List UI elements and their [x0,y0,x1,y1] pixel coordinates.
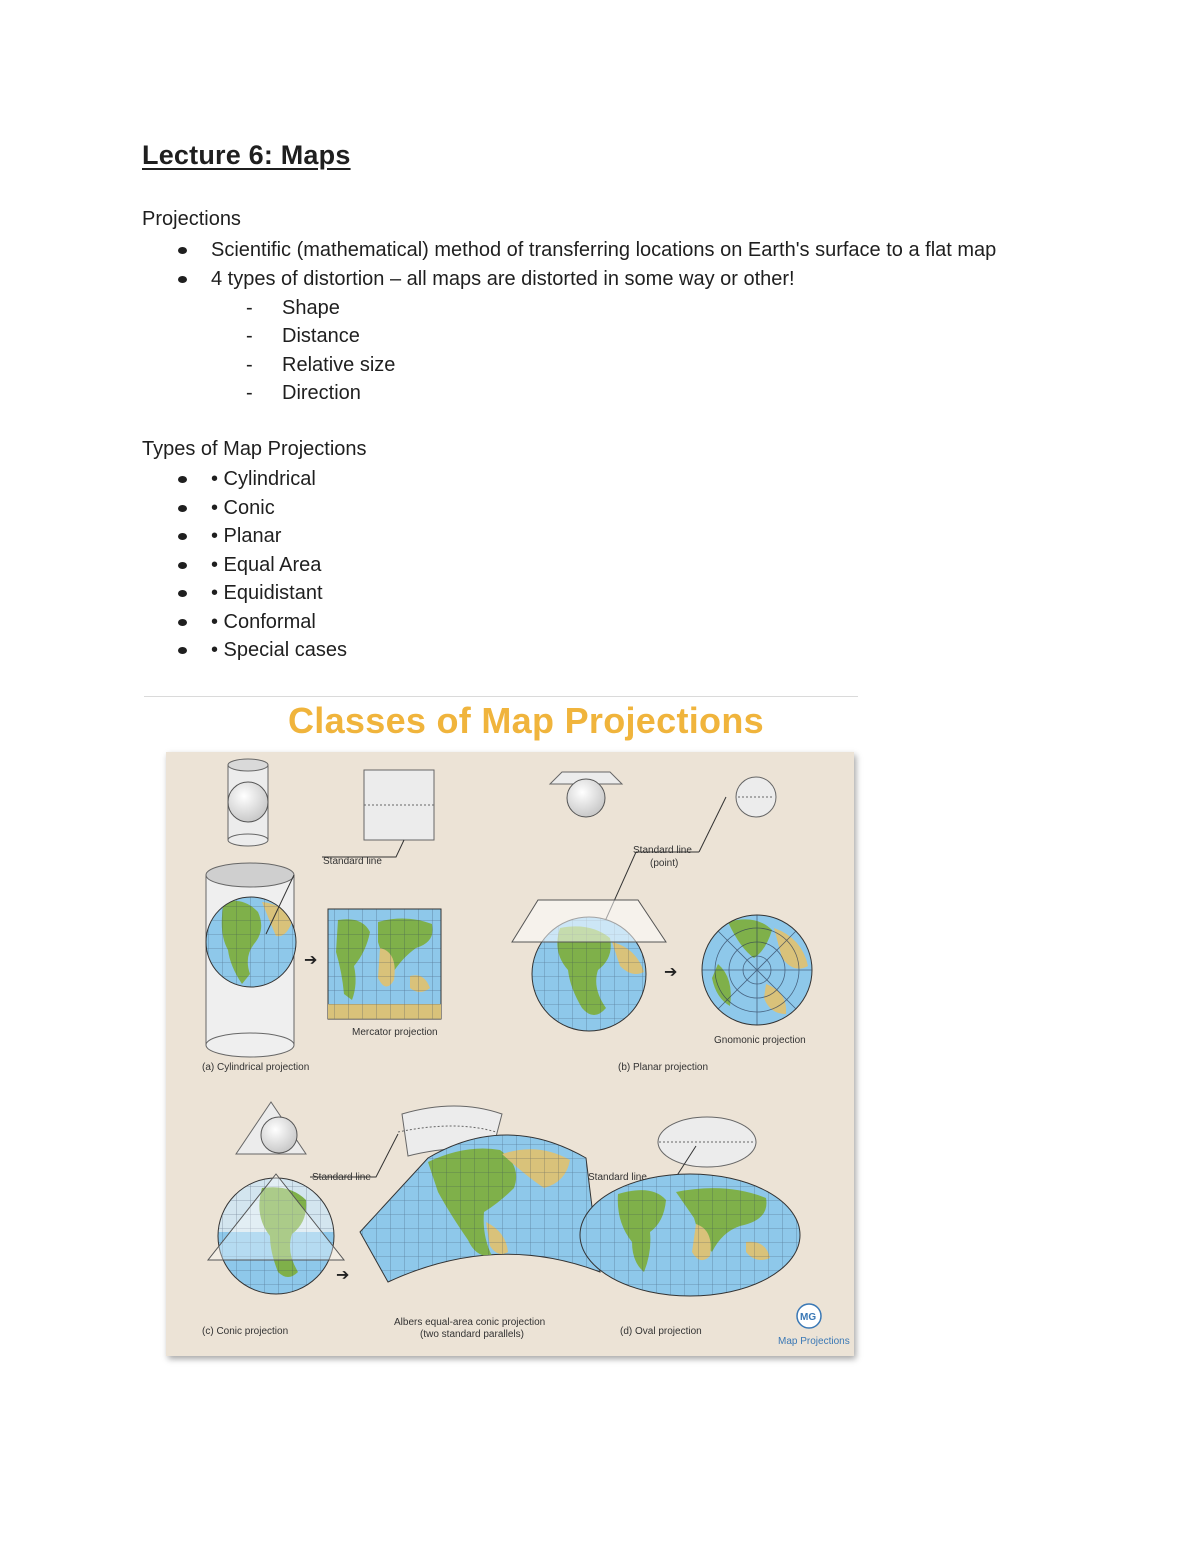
list-item: - Shape [0,294,395,322]
dash-icon: - [246,353,253,376]
leader-line [310,1134,398,1177]
mercator-label: Mercator projection [352,1027,438,1038]
small-cone-icon [236,1102,306,1154]
divider [144,696,858,697]
bullet-dot-icon [178,647,187,654]
albers-label-1: Albers equal-area conic projection [394,1317,546,1328]
list-item: • Equal Area [0,551,347,580]
cylinder-with-globe [201,863,301,1057]
mg-logo-icon [797,1304,821,1328]
projection-figure [166,752,854,1356]
list-item: - Direction [0,379,395,407]
mercator-map [328,909,441,1019]
standard-line-label: Standard line [312,1172,371,1183]
planar-caption: (b) Planar projection [618,1062,709,1073]
bullet-dot-icon [178,276,187,283]
oval-map [576,1172,806,1298]
small-cylinder-icon [228,759,268,846]
albers-label-2: (two standard parallels) [420,1329,524,1340]
bullet-dot-icon [178,562,187,569]
bullet-dot-icon [178,476,187,483]
standard-line-label: Standard line [588,1172,647,1183]
bullet-dot-icon [178,247,187,254]
unrolled-sheet-icon [364,770,434,840]
leader-line [322,840,404,857]
standard-point-label-1: Standard line [633,845,692,856]
globe-with-cone [208,1172,344,1296]
brand-label: Map Projections [778,1336,850,1347]
list-item: Scientific (mathematical) method of transferring locations on Earth's surface to a flat map [0,236,996,265]
projections-bullet-list [0,236,996,293]
globe-with-plane [512,900,666,1042]
small-plane-sphere-icon [550,772,622,817]
cylindrical-panel [201,759,441,1073]
planar-panel [512,772,818,1073]
projection-illustration [166,752,854,1356]
standard-line-label: Standard line [323,856,382,867]
oval-caption: (d) Oval projection [620,1326,702,1337]
dash-icon: - [246,381,253,404]
arrow-right-icon: ➔ [304,952,318,969]
distortion-list [0,294,395,407]
arrow-right-icon: ➔ [664,964,678,981]
list-item: 4 types of distortion – all maps are distorted in some way or other! [0,265,996,294]
gnomonic-map [696,912,818,1034]
list-item: • Cylindrical [0,465,347,494]
logo-text: MG [800,1312,817,1323]
page-title: Lecture 6: Maps [142,140,351,170]
list-item: • Conformal [0,608,347,637]
list-item: • Special cases [0,636,347,665]
list-item: - Relative size [0,351,395,379]
arrow-right-icon: ➔ [336,1267,350,1284]
bullet-dot-icon [178,505,187,512]
dash-icon: - [246,325,253,348]
section-label-types: Types of Map Projections [142,438,367,460]
gnomonic-label: Gnomonic projection [714,1035,806,1046]
list-item: • Equidistant [0,579,347,608]
types-bullet-list [0,465,347,665]
section-label-projections: Projections [142,208,241,230]
list-item: - Distance [0,322,395,350]
bullet-dot-icon [178,619,187,626]
dash-icon: - [246,297,253,319]
standard-point-label-2: (point) [650,858,679,869]
list-item: • Conic [0,494,347,523]
list-item: • Planar [0,522,347,551]
bullet-dot-icon [178,533,187,540]
oval-panel [576,1117,850,1347]
figure-title: Classes of Map Projections [288,700,764,741]
conic-caption: (c) Conic projection [202,1326,289,1337]
bullet-dot-icon [178,590,187,597]
cylindrical-caption: (a) Cylindrical projection [202,1062,310,1073]
conic-panel [202,1102,616,1340]
